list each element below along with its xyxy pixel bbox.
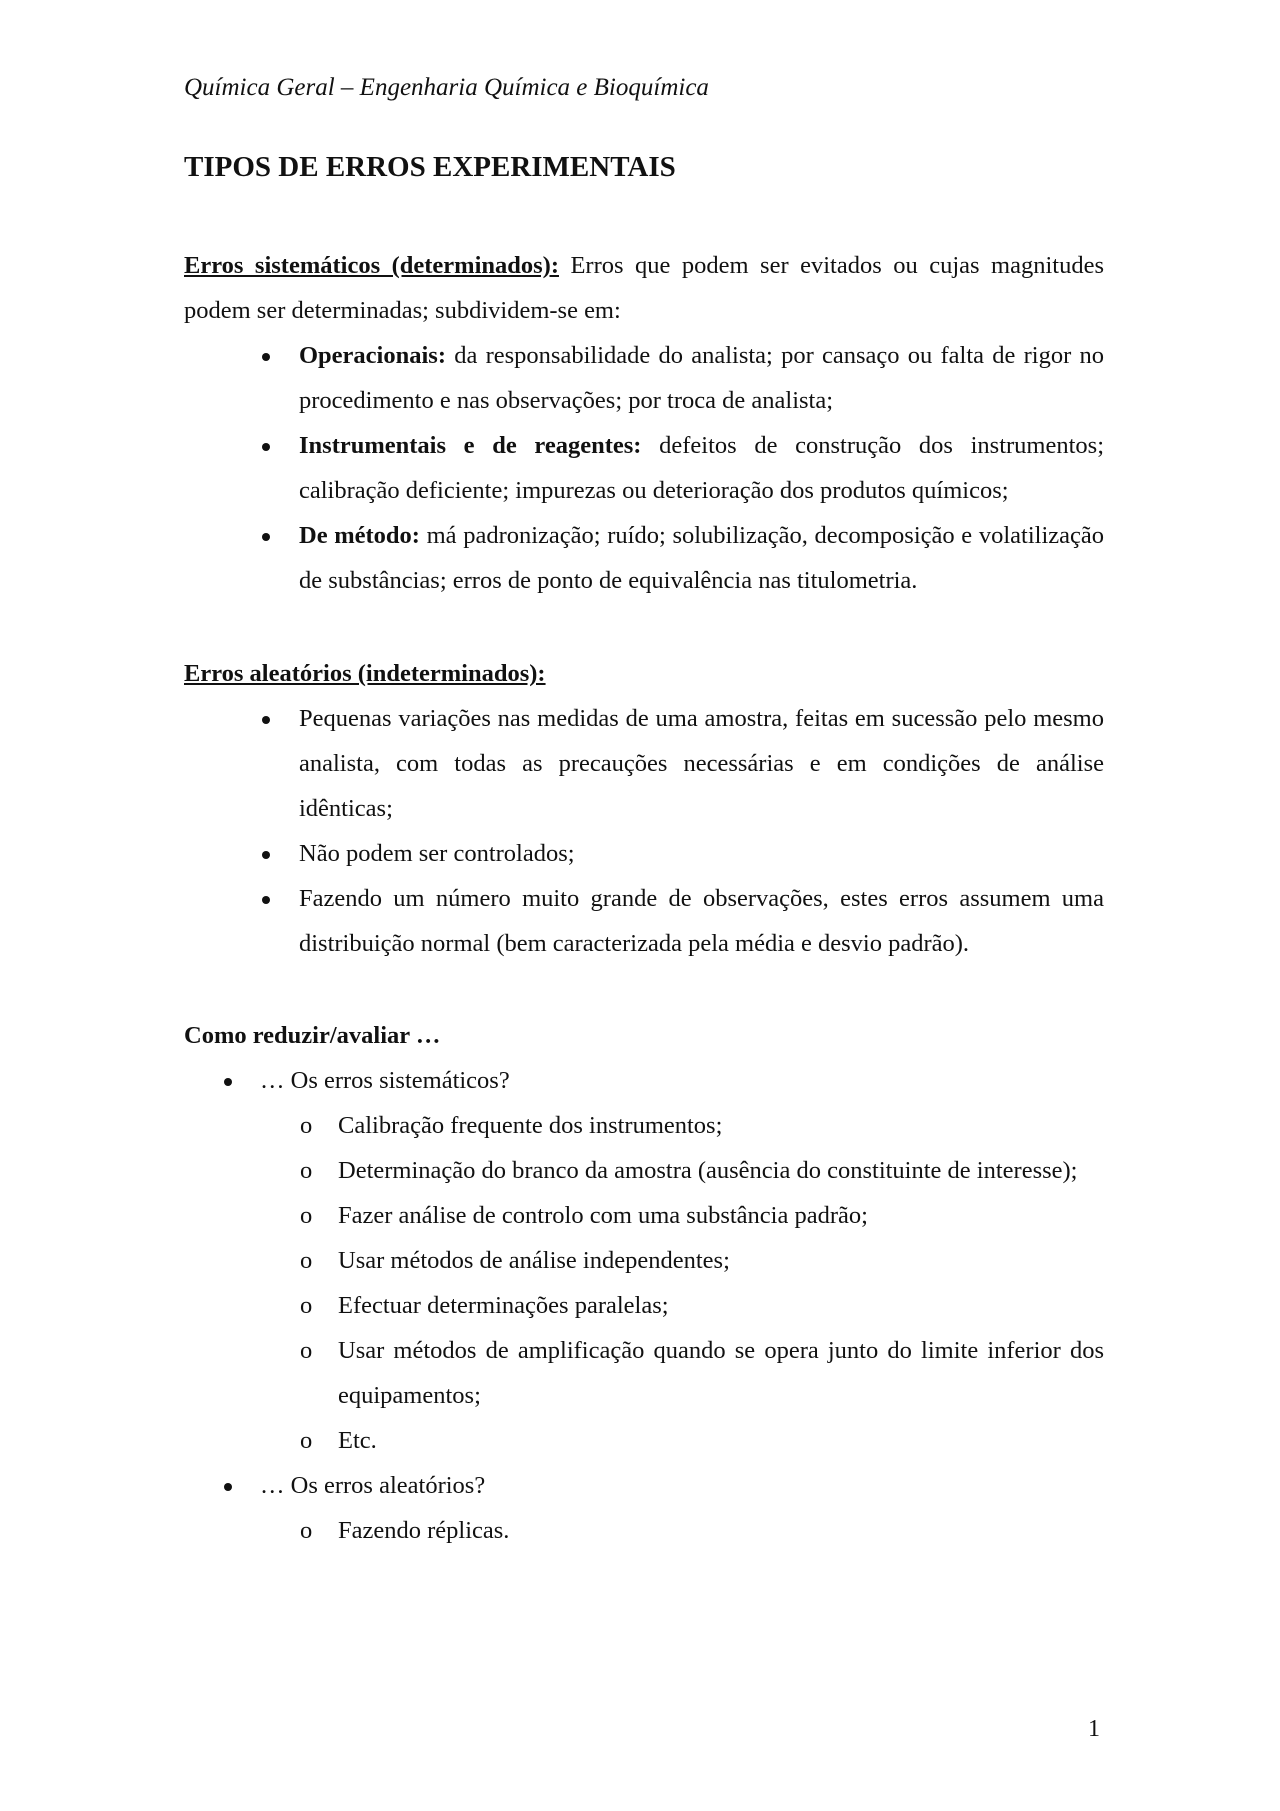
- circle-bullet-icon: o: [300, 1517, 313, 1544]
- list-item: [184, 1283, 1104, 1328]
- bullet-icon: [224, 1058, 232, 1103]
- circle-bullet-icon: o: [300, 1337, 313, 1364]
- bullet-icon: [262, 831, 270, 876]
- list-item: [184, 1508, 1104, 1553]
- reduce-groups-list: [184, 1058, 1104, 1103]
- item-text: Fazer análise de controlo com uma substância padrão;: [338, 1202, 868, 1229]
- list-item: [184, 1418, 1104, 1463]
- item-text: defeitos de construção dos instrumentos; calibração deficiente; impurezas ou deterioração dos produtos químicos;: [299, 432, 1105, 504]
- item-text: Pequenas variações nas medidas de uma amostra, feitas em sucessão pelo mesmo analista, com todas as precauções necessárias e em condições de análise idênticas;: [299, 705, 1104, 822]
- item-text: Etc.: [338, 1427, 377, 1454]
- systematic-errors-intro: [184, 243, 1104, 333]
- list-item: [184, 1103, 1104, 1148]
- item-text: Efectuar determinações paralelas;: [338, 1292, 669, 1319]
- item-term: Instrumentais e de reagentes:: [299, 432, 642, 459]
- bullet-icon: [262, 696, 270, 741]
- list-item: [184, 1148, 1104, 1193]
- item-term: De método:: [299, 522, 420, 549]
- systematic-errors-section: [184, 243, 1104, 603]
- item-text: Não podem ser controlados;: [299, 840, 575, 867]
- list-item: [184, 831, 1104, 876]
- item-term: Operacionais:: [299, 342, 446, 369]
- list-item: [184, 696, 1104, 831]
- random-errors-section: [184, 651, 1104, 966]
- bullet-icon: [262, 876, 270, 921]
- item-text: Calibração frequente dos instrumentos;: [338, 1112, 723, 1139]
- list-item: [184, 423, 1104, 513]
- bullet-icon: [262, 333, 270, 378]
- bullet-icon: [262, 423, 270, 468]
- item-text: Determinação do branco da amostra (ausência do constituinte de interesse);: [338, 1157, 1078, 1184]
- systematic-errors-label: Erros sistemáticos (determinados):: [184, 252, 559, 279]
- circle-bullet-icon: o: [300, 1247, 313, 1274]
- circle-bullet-icon: o: [300, 1292, 313, 1319]
- group-label: … Os erros aleatórios?: [260, 1472, 486, 1499]
- list-item: [184, 1463, 1104, 1508]
- systematic-reduction-list: [184, 1103, 1104, 1463]
- reduce-groups-list-2: [184, 1463, 1104, 1508]
- random-errors-heading: [184, 651, 1104, 696]
- random-errors-list: [184, 696, 1104, 966]
- bullet-icon: [262, 513, 270, 558]
- list-item: [184, 1328, 1104, 1418]
- systematic-errors-description: Erros que podem ser evitados ou cujas magnitudes podem ser determinadas; subdividem-se em:: [184, 252, 1104, 324]
- item-text: Fazendo réplicas.: [338, 1517, 510, 1544]
- list-item: [184, 1193, 1104, 1238]
- list-item: [184, 333, 1104, 423]
- circle-bullet-icon: o: [300, 1202, 313, 1229]
- group-label: … Os erros sistemáticos?: [260, 1067, 510, 1094]
- item-text: má padronização; ruído; solubilização, decomposição e volatilização de substâncias; erros de ponto de equivalência nas titulometria.: [299, 522, 1104, 594]
- reduce-errors-section: [184, 1013, 1104, 1553]
- systematic-errors-list: [184, 333, 1104, 603]
- random-reduction-list: [184, 1508, 1104, 1553]
- list-item: [184, 876, 1104, 966]
- bullet-icon: [224, 1463, 232, 1508]
- random-errors-label: Erros aleatórios (indeterminados):: [184, 660, 546, 687]
- list-item: [184, 1238, 1104, 1283]
- list-item: [184, 513, 1104, 603]
- item-text: Usar métodos de análise independentes;: [338, 1247, 730, 1274]
- circle-bullet-icon: o: [300, 1112, 313, 1139]
- page-title: TIPOS DE ERROS EXPERIMENTAIS: [184, 151, 676, 183]
- reduce-heading: Como reduzir/avaliar …: [184, 1022, 441, 1049]
- circle-bullet-icon: o: [300, 1157, 313, 1184]
- page-number: 1: [1088, 1716, 1100, 1742]
- list-item: [184, 1058, 1104, 1103]
- item-text: Fazendo um número muito grande de observações, estes erros assumem uma distribuição normal (bem caracterizada pela média e desvio padrão).: [299, 885, 1104, 957]
- running-header: Química Geral – Engenharia Química e Bioquímica: [184, 74, 709, 101]
- item-text: Usar métodos de amplificação quando se opera junto do limite inferior dos equipamentos;: [338, 1337, 1104, 1409]
- circle-bullet-icon: o: [300, 1427, 313, 1454]
- item-text: da responsabilidade do analista; por cansaço ou falta de rigor no procedimento e nas observações; por troca de analista;: [299, 342, 1104, 414]
